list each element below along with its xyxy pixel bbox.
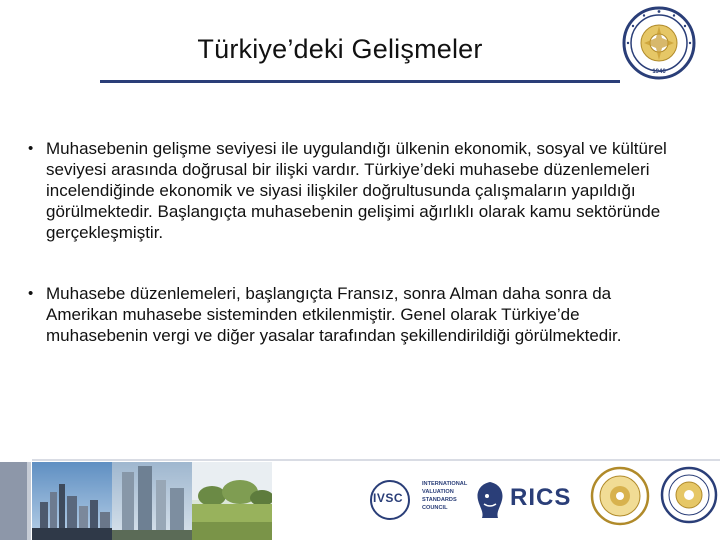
landscape-photo: [192, 462, 272, 540]
bullet-item: [28, 283, 668, 346]
slide-title: Türkiye’deki Gelişmeler: [197, 34, 483, 64]
seal-year: 1946: [652, 69, 666, 75]
ivsc-line: VALUATION: [422, 489, 454, 495]
ivsc-line: COUNCIL: [422, 505, 448, 511]
rics-abbr: RICS: [510, 484, 572, 511]
ankara-university-seal-small-icon: [660, 466, 718, 524]
footer-divider: [32, 459, 720, 461]
towers-photo: [112, 462, 192, 540]
lion-icon: [472, 478, 508, 522]
bullet-marker: •: [28, 140, 34, 157]
bullet-marker: •: [28, 285, 34, 302]
ivsc-line: STANDARDS: [422, 497, 457, 503]
university-seal-small-icon: [590, 466, 650, 526]
bullet-item: [28, 138, 668, 243]
title-underline: [100, 80, 620, 83]
ivsc-description: [422, 480, 478, 512]
bullet-list: [28, 138, 668, 386]
ankara-university-seal-icon: [622, 6, 696, 80]
bullet-text: Muhasebenin gelişme seviyesi ile uygulandığı ülkenin ekonomik, sosyal ve kültürel seviyesi arasında doğrusal bir ilişki vardır. Türkiye’deki muhasebe düzenlemeleri incelendiğinde ekonomik ve siyasi ilişkiler doğrultusunda çalışmaların yapıldığı görülmektedir. Başlangıçta muhasebenin gelişimi ağırlıklı olarak kamu sektöründe gerçekleşmiştir.: [46, 139, 667, 242]
footer-left-bar: [0, 462, 27, 540]
bullet-text: Muhasebe düzenlemeleri, başlangıçta Fransız, sonra Alman daha sonra da Amerikan muhasebe sisteminden etkilenmiştir. Genel olarak Türkiye’de muhasebenin vergi ve diğer yasalar tarafından şekillendirildiği görülmektedir.: [46, 284, 622, 345]
partner-logos: [360, 462, 720, 540]
footer-left-bar-accent: [27, 462, 31, 540]
city-skyline-photo: [32, 462, 112, 540]
ivsc-line: INTERNATIONAL: [422, 481, 468, 487]
ivsc-abbr: IVSC: [373, 491, 404, 505]
